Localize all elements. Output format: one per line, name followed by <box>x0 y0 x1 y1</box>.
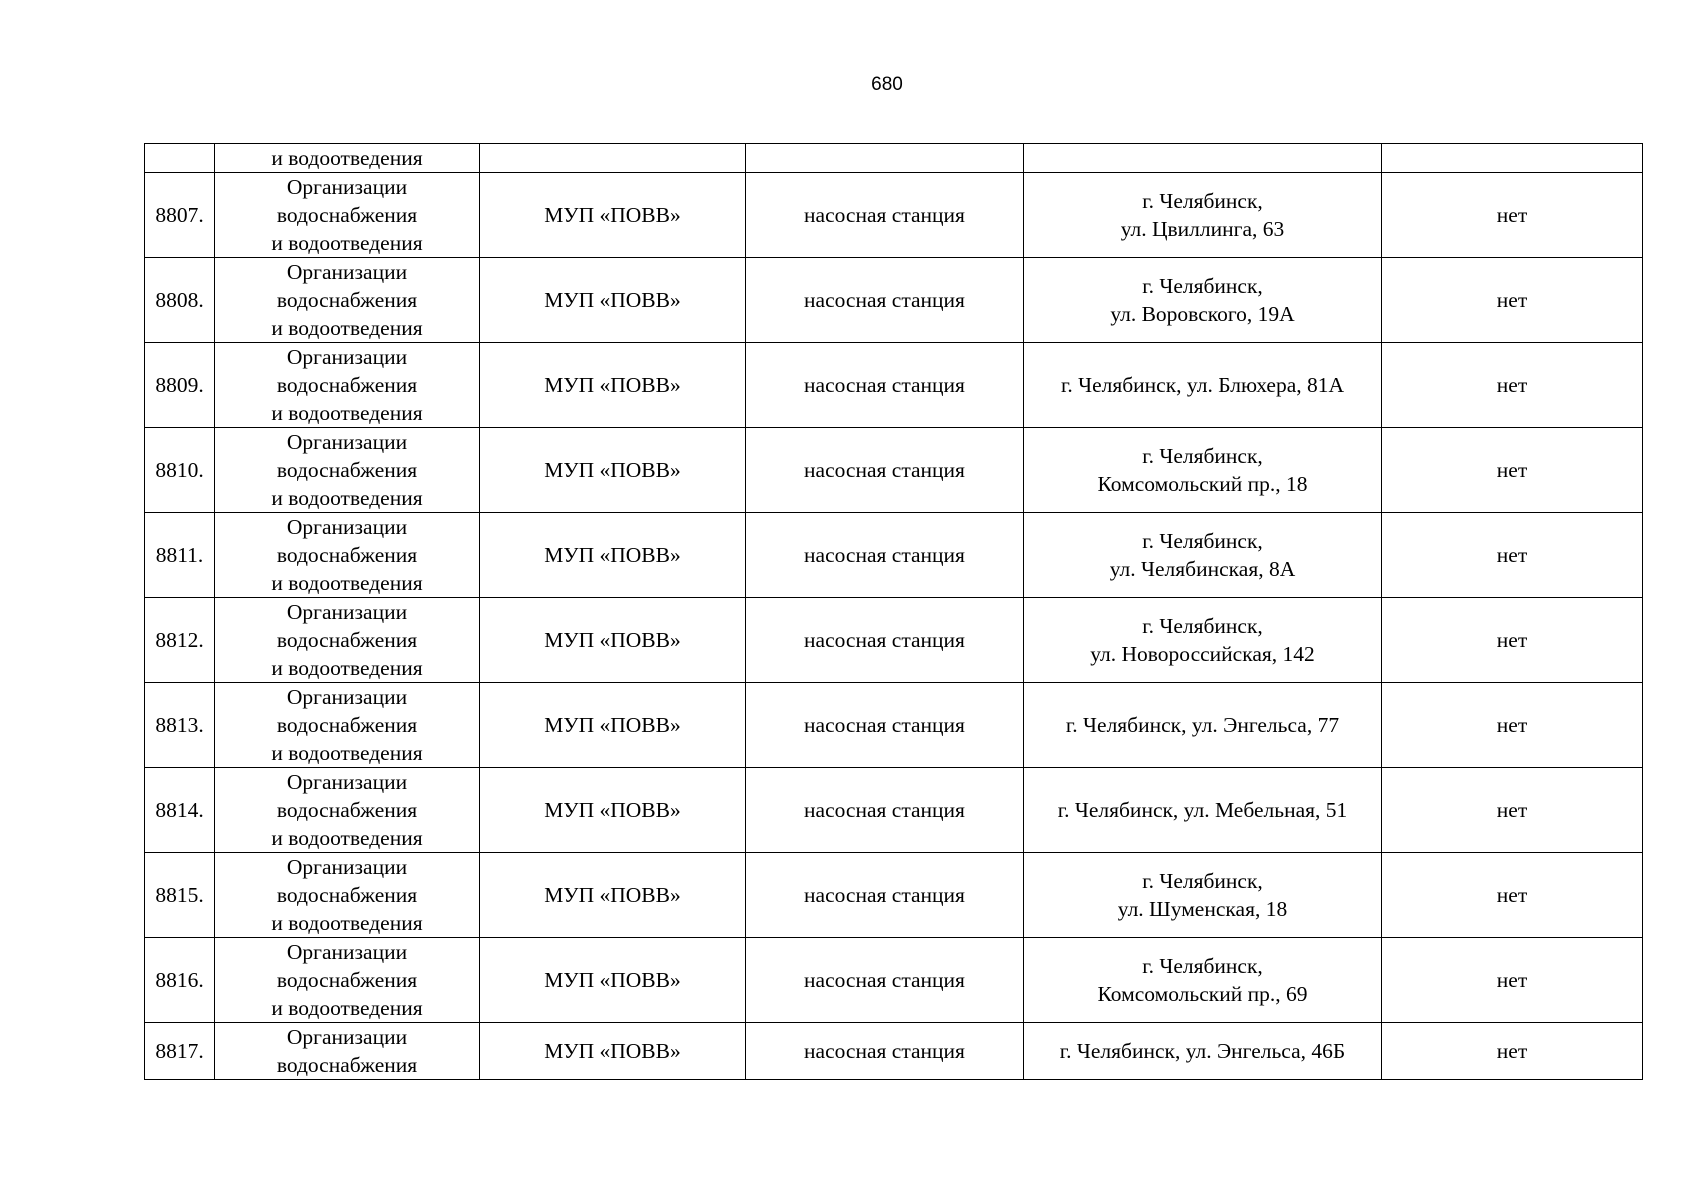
organization-type-line: Организации <box>286 940 408 964</box>
table-row <box>145 1023 1643 1080</box>
address-cell <box>1024 938 1382 1023</box>
object-type-cell: насосная станция <box>746 683 1024 768</box>
operator-cell: МУП «ПОВВ» <box>480 1023 746 1080</box>
organization-type-line: и водоотведения <box>271 826 423 850</box>
organization-type-line: Организации <box>286 855 408 879</box>
operator-cell: МУП «ПОВВ» <box>480 258 746 343</box>
table-row <box>145 343 1643 428</box>
organization-type-line: и водоотведения <box>271 741 423 765</box>
address-line: Комсомольский пр., 18 <box>1097 472 1308 496</box>
organization-type-line: водоснабжения <box>276 203 418 227</box>
flag-cell: нет <box>1382 1023 1643 1080</box>
address-line: ул. Новороссийская, 142 <box>1090 642 1315 666</box>
organization-type-line: Организации <box>286 770 408 794</box>
address-cell <box>1024 173 1382 258</box>
object-type-cell: насосная станция <box>746 853 1024 938</box>
organization-type-cell <box>215 768 480 853</box>
row-number-cell: 8814. <box>145 768 215 853</box>
address-cell <box>1024 768 1382 853</box>
row-number-cell: 8812. <box>145 598 215 683</box>
operator-cell: МУП «ПОВВ» <box>480 938 746 1023</box>
organization-type-cell <box>215 683 480 768</box>
address-line: ул. Цвиллинга, 63 <box>1120 217 1285 241</box>
row-number-cell <box>145 144 215 173</box>
organization-type-line: Организации <box>286 430 408 454</box>
table-row <box>145 428 1643 513</box>
organization-type-line: и водоотведения <box>271 146 423 170</box>
address-line: г. Челябинск, <box>1142 529 1263 553</box>
organization-type-line: и водоотведения <box>271 231 423 255</box>
organization-type-line: водоснабжения <box>276 968 418 992</box>
row-number-cell: 8817. <box>145 1023 215 1080</box>
organization-type-line: и водоотведения <box>271 486 423 510</box>
address-line: ул. Воровского, 19А <box>1110 302 1295 326</box>
flag-cell: нет <box>1382 258 1643 343</box>
organization-type-cell <box>215 598 480 683</box>
address-cell <box>1024 598 1382 683</box>
object-type-cell: насосная станция <box>746 258 1024 343</box>
address-cell <box>1024 1023 1382 1080</box>
flag-cell <box>1382 144 1643 173</box>
address-cell <box>1024 428 1382 513</box>
address-line: г. Челябинск, <box>1142 274 1263 298</box>
row-number-cell: 8807. <box>145 173 215 258</box>
organization-type-line: и водоотведения <box>271 571 423 595</box>
operator-cell: МУП «ПОВВ» <box>480 173 746 258</box>
operator-cell: МУП «ПОВВ» <box>480 428 746 513</box>
operator-cell: МУП «ПОВВ» <box>480 598 746 683</box>
organization-type-line: водоснабжения <box>276 713 418 737</box>
flag-cell: нет <box>1382 683 1643 768</box>
address-line: Комсомольский пр., 69 <box>1097 982 1308 1006</box>
page-number: 680 <box>871 74 903 95</box>
row-number-cell: 8809. <box>145 343 215 428</box>
address-line: г. Челябинск, ул. Блюхера, 81А <box>1060 373 1345 397</box>
flag-cell: нет <box>1382 853 1643 938</box>
operator-cell: МУП «ПОВВ» <box>480 513 746 598</box>
organization-type-line: водоснабжения <box>276 373 418 397</box>
object-type-cell: насосная станция <box>746 513 1024 598</box>
organization-type-line: и водоотведения <box>271 656 423 680</box>
operator-cell: МУП «ПОВВ» <box>480 683 746 768</box>
table-row <box>145 853 1643 938</box>
object-type-cell: насосная станция <box>746 1023 1024 1080</box>
organization-type-line: и водоотведения <box>271 996 423 1020</box>
organization-type-cell <box>215 258 480 343</box>
organization-type-cell <box>215 343 480 428</box>
address-line: г. Челябинск, <box>1142 869 1263 893</box>
flag-cell: нет <box>1382 768 1643 853</box>
table-row <box>145 258 1643 343</box>
flag-cell: нет <box>1382 513 1643 598</box>
table-row <box>145 768 1643 853</box>
organization-type-line: Организации <box>286 1025 408 1049</box>
table-row <box>145 173 1643 258</box>
organization-type-line: водоснабжения <box>276 883 418 907</box>
continuation-row <box>145 144 1643 173</box>
registry-table-body <box>145 144 1643 1080</box>
organization-type-cell <box>215 853 480 938</box>
row-number-cell: 8810. <box>145 428 215 513</box>
organization-type-line: водоснабжения <box>276 798 418 822</box>
object-type-cell: насосная станция <box>746 343 1024 428</box>
address-line: г. Челябинск, <box>1142 614 1263 638</box>
flag-cell: нет <box>1382 598 1643 683</box>
object-type-cell <box>746 144 1024 173</box>
organization-type-cell <box>215 144 480 173</box>
row-number-cell: 8808. <box>145 258 215 343</box>
organization-type-line: и водоотведения <box>271 401 423 425</box>
organization-type-line: и водоотведения <box>271 316 423 340</box>
object-type-cell: насосная станция <box>746 768 1024 853</box>
organization-type-cell <box>215 513 480 598</box>
operator-cell: МУП «ПОВВ» <box>480 768 746 853</box>
table-row <box>145 938 1643 1023</box>
address-line: г. Челябинск, <box>1142 189 1263 213</box>
flag-cell: нет <box>1382 173 1643 258</box>
organization-type-line: Организации <box>286 260 408 284</box>
address-line: г. Челябинск, ул. Энгельса, 46Б <box>1059 1039 1346 1063</box>
object-type-cell: насосная станция <box>746 598 1024 683</box>
object-type-cell: насосная станция <box>746 173 1024 258</box>
operator-cell: МУП «ПОВВ» <box>480 853 746 938</box>
organization-type-cell <box>215 938 480 1023</box>
row-number-cell: 8815. <box>145 853 215 938</box>
address-line: ул. Челябинская, 8А <box>1109 557 1296 581</box>
organization-type-line: Организации <box>286 515 408 539</box>
organization-type-line: Организации <box>286 175 408 199</box>
flag-cell: нет <box>1382 343 1643 428</box>
address-cell <box>1024 683 1382 768</box>
address-cell <box>1024 513 1382 598</box>
organization-type-line: водоснабжения <box>276 458 418 482</box>
table-row <box>145 598 1643 683</box>
address-line: г. Челябинск, <box>1142 954 1263 978</box>
organization-type-cell <box>215 173 480 258</box>
operator-cell <box>480 144 746 173</box>
row-number-cell: 8811. <box>145 513 215 598</box>
address-cell <box>1024 144 1382 173</box>
organization-type-line: Организации <box>286 600 408 624</box>
organization-type-line: Организации <box>286 685 408 709</box>
flag-cell: нет <box>1382 938 1643 1023</box>
table-row <box>145 683 1643 768</box>
organization-type-line: Организации <box>286 345 408 369</box>
organization-type-cell <box>215 428 480 513</box>
object-type-cell: насосная станция <box>746 938 1024 1023</box>
address-line: ул. Шуменская, 18 <box>1117 897 1288 921</box>
address-cell <box>1024 343 1382 428</box>
row-number-cell: 8813. <box>145 683 215 768</box>
address-line: г. Челябинск, ул. Мебельная, 51 <box>1057 798 1348 822</box>
operator-cell: МУП «ПОВВ» <box>480 343 746 428</box>
organization-type-line: водоснабжения <box>276 543 418 567</box>
object-type-cell: насосная станция <box>746 428 1024 513</box>
organization-type-line: водоснабжения <box>276 288 418 312</box>
table-row <box>145 513 1643 598</box>
address-cell <box>1024 853 1382 938</box>
row-number-cell: 8816. <box>145 938 215 1023</box>
address-cell <box>1024 258 1382 343</box>
address-line: г. Челябинск, <box>1142 444 1263 468</box>
organization-type-cell <box>215 1023 480 1080</box>
organization-type-line: водоснабжения <box>276 628 418 652</box>
organization-type-line: водоснабжения <box>276 1053 418 1077</box>
registry-table <box>144 143 1643 1080</box>
flag-cell: нет <box>1382 428 1643 513</box>
address-line: г. Челябинск, ул. Энгельса, 77 <box>1065 713 1340 737</box>
organization-type-line: и водоотведения <box>271 911 423 935</box>
